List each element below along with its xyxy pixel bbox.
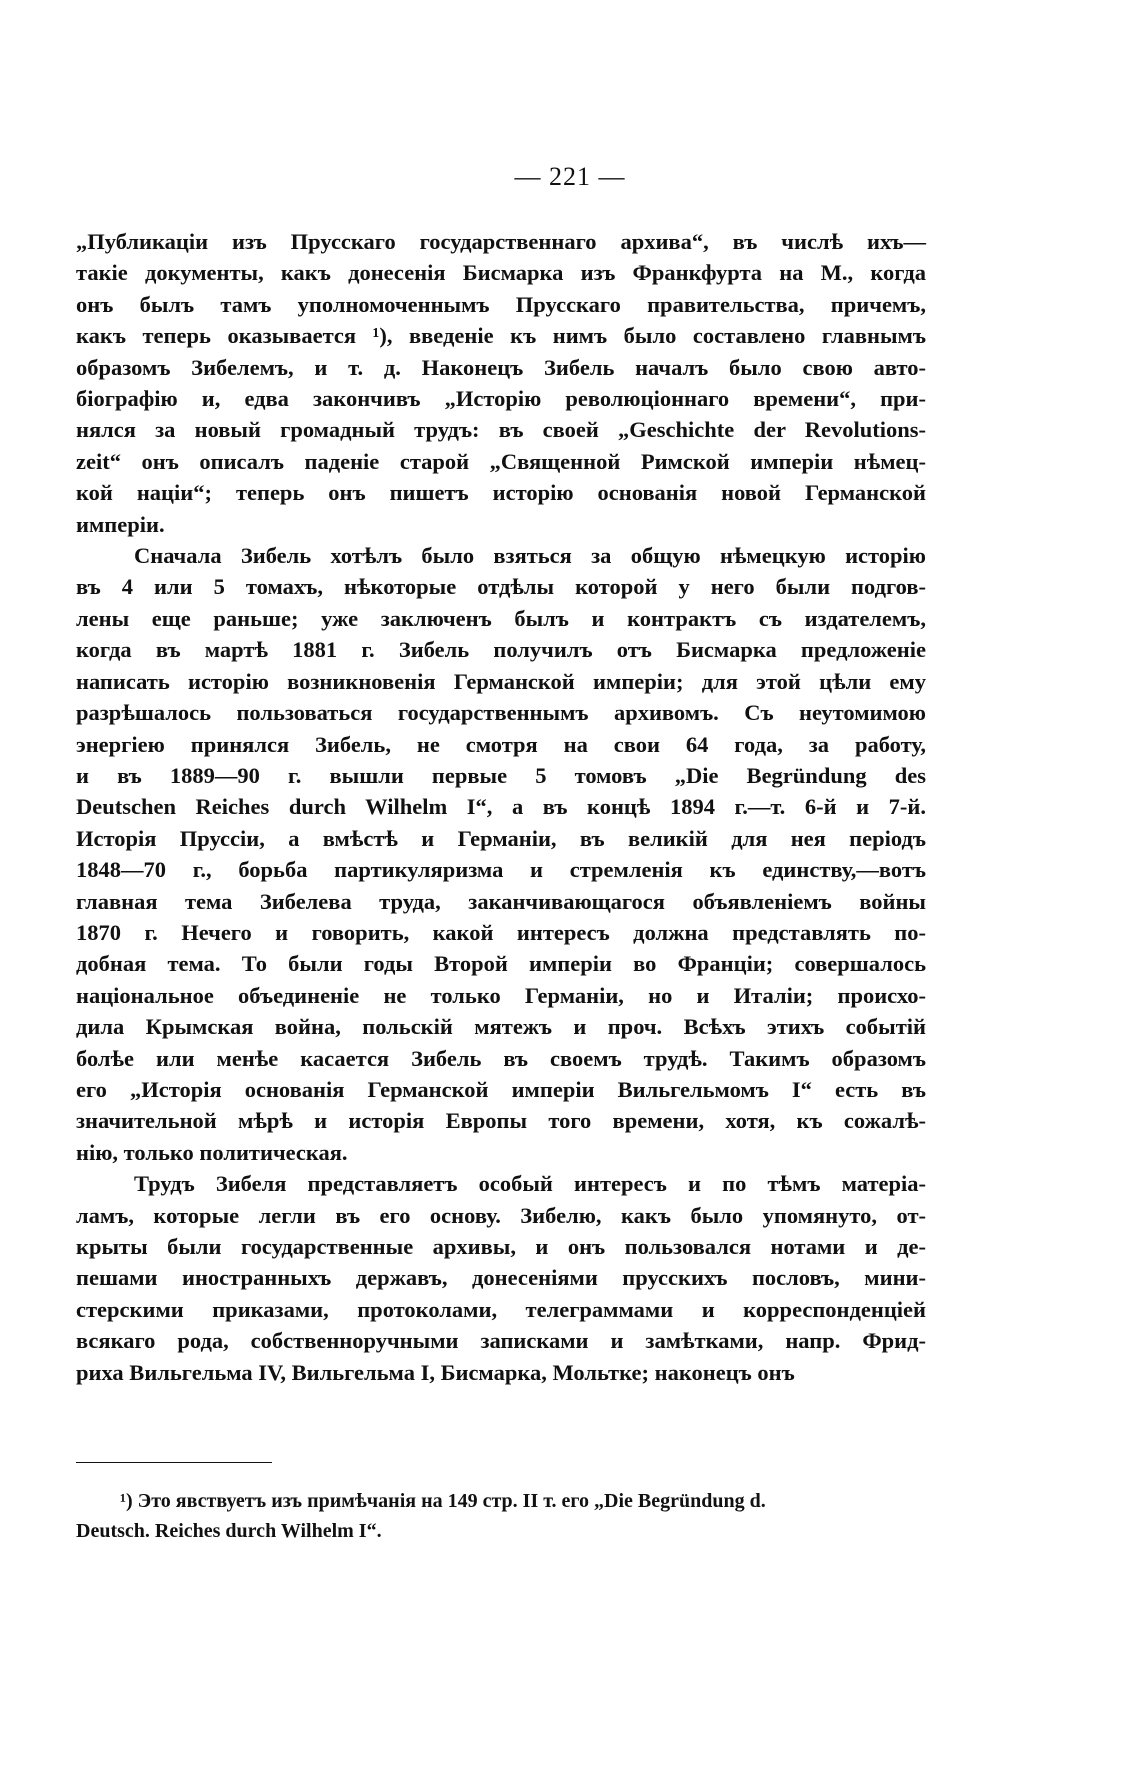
- text-line: крыты были государственные архивы, и онъ пользовался нотами и де-: [76, 1234, 926, 1259]
- text-line: пешами иностранныхъ державъ, донесеніями прусскихъ пословъ, мини-: [76, 1265, 926, 1291]
- text-line: 1848—70 г., борьба партикуляризма и стремленія къ единству,—вотъ: [76, 857, 926, 883]
- text-line: 1870 г. Нечего и говорить, какой интересъ должна представлять по-: [76, 919, 926, 945]
- text-line: главная тема Зибелева труда, заканчивающагося объявленіемъ войны: [76, 888, 926, 914]
- text-line: біографію и, едва закончивъ „Исторію революціоннаго времени“, при-: [76, 386, 926, 412]
- text-line: нялся за новый громадный трудъ: въ своей „Geschichte der Revolutions-: [76, 417, 926, 443]
- paragraph: [76, 226, 926, 540]
- text-line: образомъ Зибелемъ, и т. д. Наконецъ Зибель началъ было свою авто-: [76, 354, 926, 380]
- footnote-line: ¹) Это явствуетъ изъ примѣчанія на 149 стр. II т. его „Die Begründung d.: [120, 1490, 766, 1512]
- text-line: когда въ мартѣ 1881 г. Зибель получилъ отъ Бисмарка предложеніе: [76, 637, 926, 663]
- text-line: добная тема. То были годы Второй имперіи во Франціи; совершалось: [76, 951, 926, 977]
- text-line: лены еще раньше; уже заключенъ былъ и контрактъ съ издателемъ,: [76, 605, 926, 631]
- text-line: разрѣшалось пользоваться государственнымъ архивомъ. Съ неутомимою: [76, 700, 926, 726]
- footnote: [76, 1486, 926, 1546]
- text-line: какъ теперь оказывается ¹), введеніе къ нимъ было составлено главнымъ: [76, 323, 926, 349]
- footnote-line: Deutsch. Reiches durch Wilhelm I“.: [76, 1520, 382, 1542]
- text-line: кой націи“; теперь онъ пишетъ исторію основанія новой Германской: [76, 480, 926, 506]
- paragraph: [76, 1168, 926, 1388]
- body-text: [76, 226, 926, 1388]
- text-line: Deutschen Reiches durch Wilhelm I“, а въ концѣ 1894 г.—т. 6-й и 7-й.: [76, 794, 926, 820]
- text-line: національное объединеніе не только Германіи, но и Италіи; происхо-: [76, 982, 926, 1008]
- footnote-divider: [76, 1462, 272, 1463]
- text-line: Сначала Зибель хотѣлъ было взяться за общую нѣмецкую исторію: [134, 543, 926, 569]
- text-line: имперіи.: [76, 511, 165, 537]
- text-line: энергіею принялся Зибель, не смотря на свои 64 года, за работу,: [76, 731, 926, 757]
- paragraph: [76, 540, 926, 1168]
- text-line: всякаго рода, собственноручными записками и замѣтками, напр. Фрид-: [76, 1328, 926, 1354]
- text-line: въ 4 или 5 томахъ, нѣкоторые отдѣлы которой у него были подгов-: [76, 574, 926, 600]
- text-line: дила Крымская война, польскій мятежъ и проч. Всѣхъ этихъ событій: [76, 1014, 926, 1040]
- text-line: Исторія Пруссіи, а вмѣстѣ и Германіи, въ великій для нея періодъ: [76, 825, 926, 851]
- text-line: такіе документы, какъ донесенія Бисмарка изъ Франкфурта на М., когда: [76, 260, 926, 286]
- text-line: и въ 1889—90 г. вышли первые 5 томовъ „Die Begründung des: [76, 762, 926, 788]
- text-line: ламъ, которые легли въ его основу. Зибелю, какъ было упомянуто, от-: [76, 1202, 926, 1228]
- text-line: написать исторію возникновенія Германской имперіи; для этой цѣли ему: [76, 668, 926, 694]
- text-line: болѣе или менѣе касается Зибель въ своемъ трудѣ. Такимъ образомъ: [76, 1045, 926, 1071]
- text-line: zeit“ онъ описалъ паденіе старой „Священной Римской имперіи нѣмец-: [76, 448, 926, 474]
- text-line: „Публикаціи изъ Прусскаго государственнаго архива“, въ числѣ ихъ—: [76, 229, 926, 254]
- text-line: риха Вильгельма IV, Вильгельма I, Бисмарка, Мольтке; наконецъ онъ: [76, 1359, 795, 1385]
- text-line: нію, только политическая.: [76, 1139, 348, 1165]
- page-number: — 221 —: [514, 162, 626, 191]
- text-line: значительной мѣрѣ и исторія Европы того времени, хотя, къ сожалѣ-: [76, 1108, 926, 1134]
- text-line: стерскими приказами, протоколами, телеграммами и корреспонденціей: [76, 1296, 926, 1322]
- text-line: онъ былъ тамъ уполномоченнымъ Прусскаго правительства, причемъ,: [76, 291, 926, 317]
- text-line: Трудъ Зибеля представляетъ особый интересъ и по тѣмъ матеріа-: [134, 1171, 926, 1197]
- text-line: его „Исторія основанія Германской имперіи Вильгельмомъ I“ есть въ: [76, 1076, 926, 1102]
